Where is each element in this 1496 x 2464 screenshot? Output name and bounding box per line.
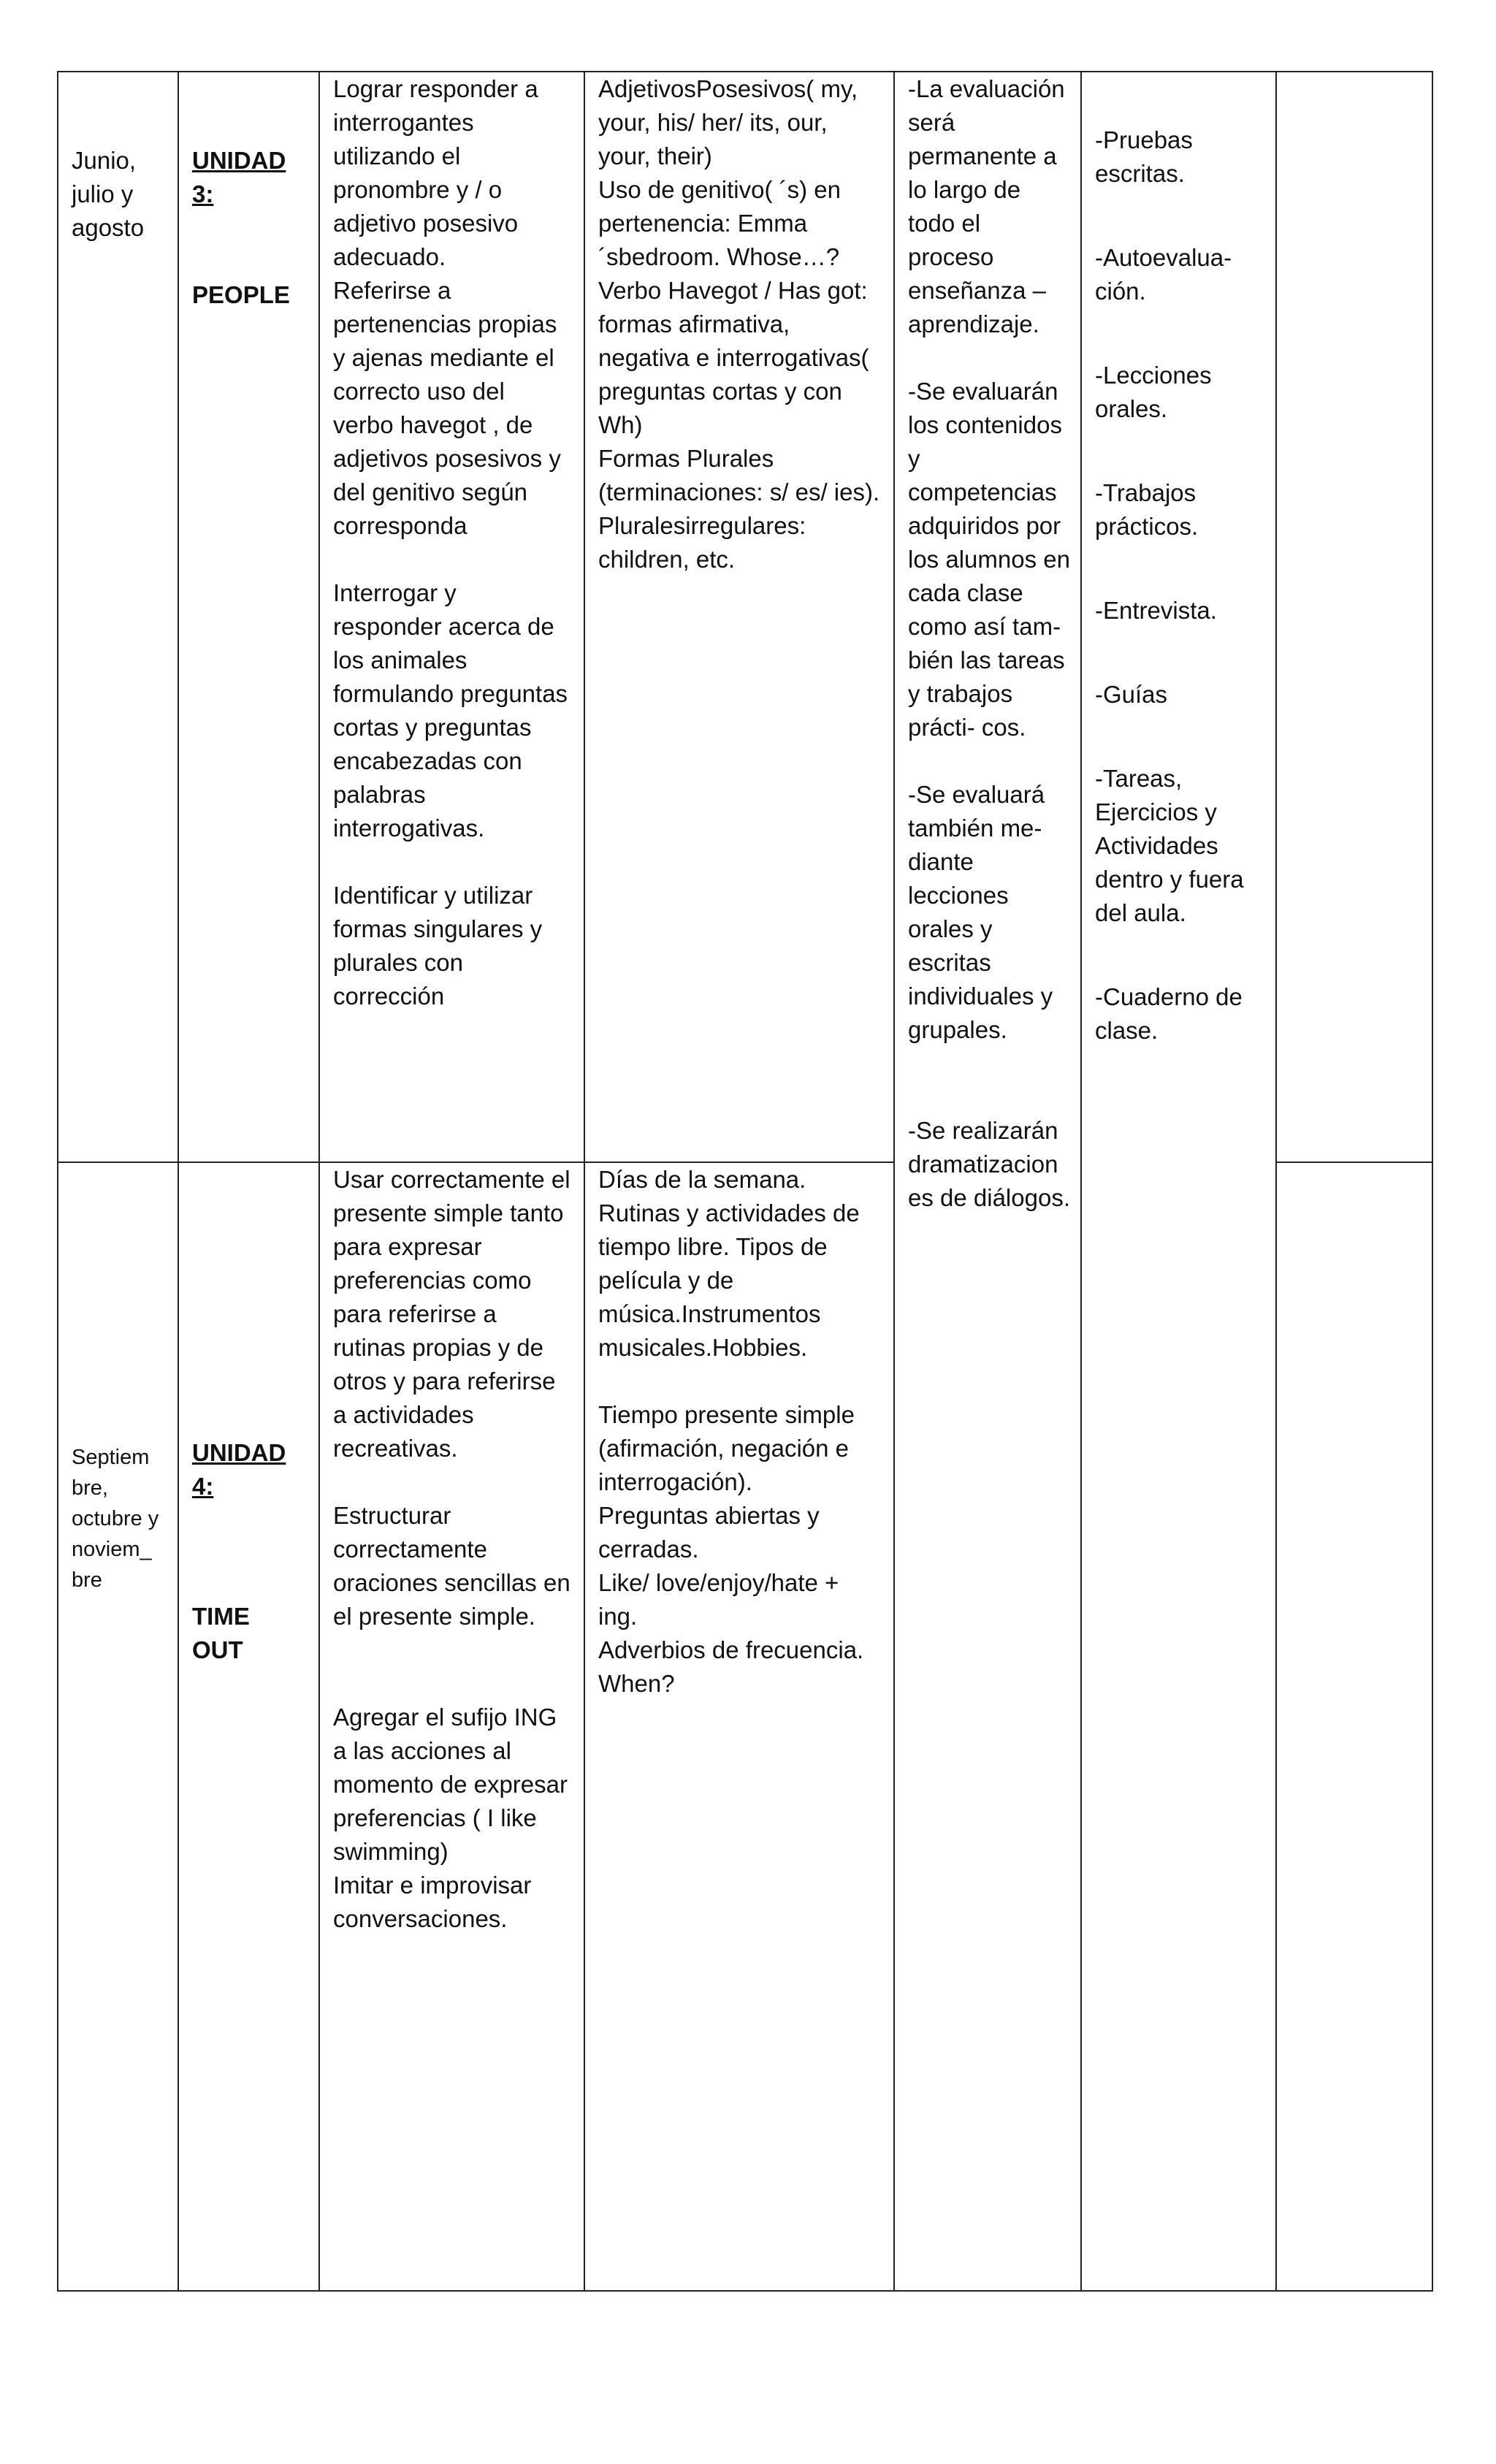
- unit-cell: [178, 72, 319, 1162]
- objective-text: Interrogar y responder acerca de los animales formulando preguntas cortas y preguntas encabezadas con palabras interrogativas.: [333, 579, 568, 842]
- months-text: Junio, julio y agosto: [72, 147, 145, 241]
- contents-cell: [584, 1162, 894, 2291]
- instrument-item: -Trabajos prácticos.: [1095, 479, 1199, 540]
- objective-text: Lograr responder a interrogantes utilizando el pronombre y / o adjetivo posesivo adecuado.: [333, 75, 538, 270]
- objectives-cell: [319, 72, 584, 1162]
- content-text: AdjetivosPosesivos( my, your, his/ her/ its, our, your, their): [598, 75, 858, 169]
- criteria-text: -Se evaluará también me- diante lecciones orales y escritas individuales y grupales.: [908, 781, 1053, 1043]
- content-text: Uso de genitivo( ´s) en pertenencia: Emma´sbedroom. Whose…?: [598, 176, 841, 270]
- unit-name: TIME OUT: [192, 1603, 250, 1663]
- objective-text: Estructurar correctamente oraciones sencillas en el presente simple.: [333, 1502, 570, 1630]
- instrument-item: -Autoevalua- ción.: [1095, 244, 1232, 305]
- content-text: Tiempo presente simple (afirmación, negación e interrogación).: [598, 1401, 855, 1495]
- criteria-text: -Se realizarán dramatizacion es de diálogos.: [908, 1117, 1070, 1211]
- evaluation-criteria-cell: [894, 72, 1081, 2291]
- empty-cell: [1276, 72, 1432, 1162]
- objective-text: Referirse a pertenencias propias y ajenas mediante el correcto uso del verbo havegot , de adjetivos posesivos y del genitivo según corresponda: [333, 277, 561, 539]
- objective-text: Agregar el sufijo ING a las acciones al momento de expresar preferencias ( I like swimming): [333, 1704, 568, 1865]
- unit-title: UNIDAD 4:: [192, 1439, 286, 1500]
- months-cell: [58, 1162, 178, 2291]
- evaluation-instruments-cell: [1081, 72, 1276, 2291]
- empty-cell: [1276, 1162, 1432, 2291]
- instrument-item: -Entrevista.: [1095, 597, 1217, 624]
- instrument-item: -Guías: [1095, 681, 1168, 708]
- table-row: [58, 72, 1432, 1162]
- unit-title: UNIDAD 3:: [192, 147, 286, 207]
- planning-table: [57, 71, 1433, 2292]
- months-text: Septiem bre, octubre y noviem_ bre: [72, 1446, 159, 1592]
- instrument-item: -Lecciones orales.: [1095, 362, 1212, 422]
- content-text: Formas Plurales (terminaciones: s/ es/ ies). Pluralesirregulares: children, etc.: [598, 445, 880, 573]
- contents-cell: [584, 72, 894, 1162]
- objective-text: Identificar y utilizar formas singulares y plurales con corrección: [333, 882, 543, 1010]
- instrument-item: -Pruebas escritas.: [1095, 126, 1193, 187]
- unit-cell: [178, 1162, 319, 2291]
- criteria-text: -Se evaluarán los contenidos y competencias adquiridos por los alumnos en cada clase como así tam- bién las tareas y trabajos prácti- cos.: [908, 378, 1070, 741]
- months-cell: [58, 72, 178, 1162]
- objective-text: Imitar e improvisar conversaciones.: [333, 1872, 532, 1932]
- content-text: Adverbios de frecuencia. When?: [598, 1636, 864, 1697]
- instrument-item: -Cuaderno de clase.: [1095, 983, 1243, 1044]
- content-text: Verbo Havegot / Has got: formas afirmativa, negativa e interrogativas( preguntas cortas y con Wh): [598, 277, 869, 438]
- objective-text: Usar correctamente el presente simple tanto para expresar preferencias como para referirse a rutinas propias y de otros y para referirse a actividades recreativas.: [333, 1166, 570, 1462]
- content-text: Días de la semana. Rutinas y actividades de tiempo libre. Tipos de película y de música.Instrumentos musicales.Hobbies.: [598, 1166, 860, 1361]
- objectives-cell: [319, 1162, 584, 2291]
- criteria-text: -La evaluación será permanente a lo largo de todo el proceso enseñanza – aprendizaje.: [908, 75, 1065, 337]
- content-text: Like/ love/enjoy/hate + ing.: [598, 1569, 839, 1630]
- content-text: Preguntas abiertas y cerradas.: [598, 1502, 820, 1563]
- unit-name: PEOPLE: [192, 281, 290, 308]
- instrument-item: -Tareas, Ejercicios y Actividades dentro y fuera del aula.: [1095, 765, 1244, 926]
